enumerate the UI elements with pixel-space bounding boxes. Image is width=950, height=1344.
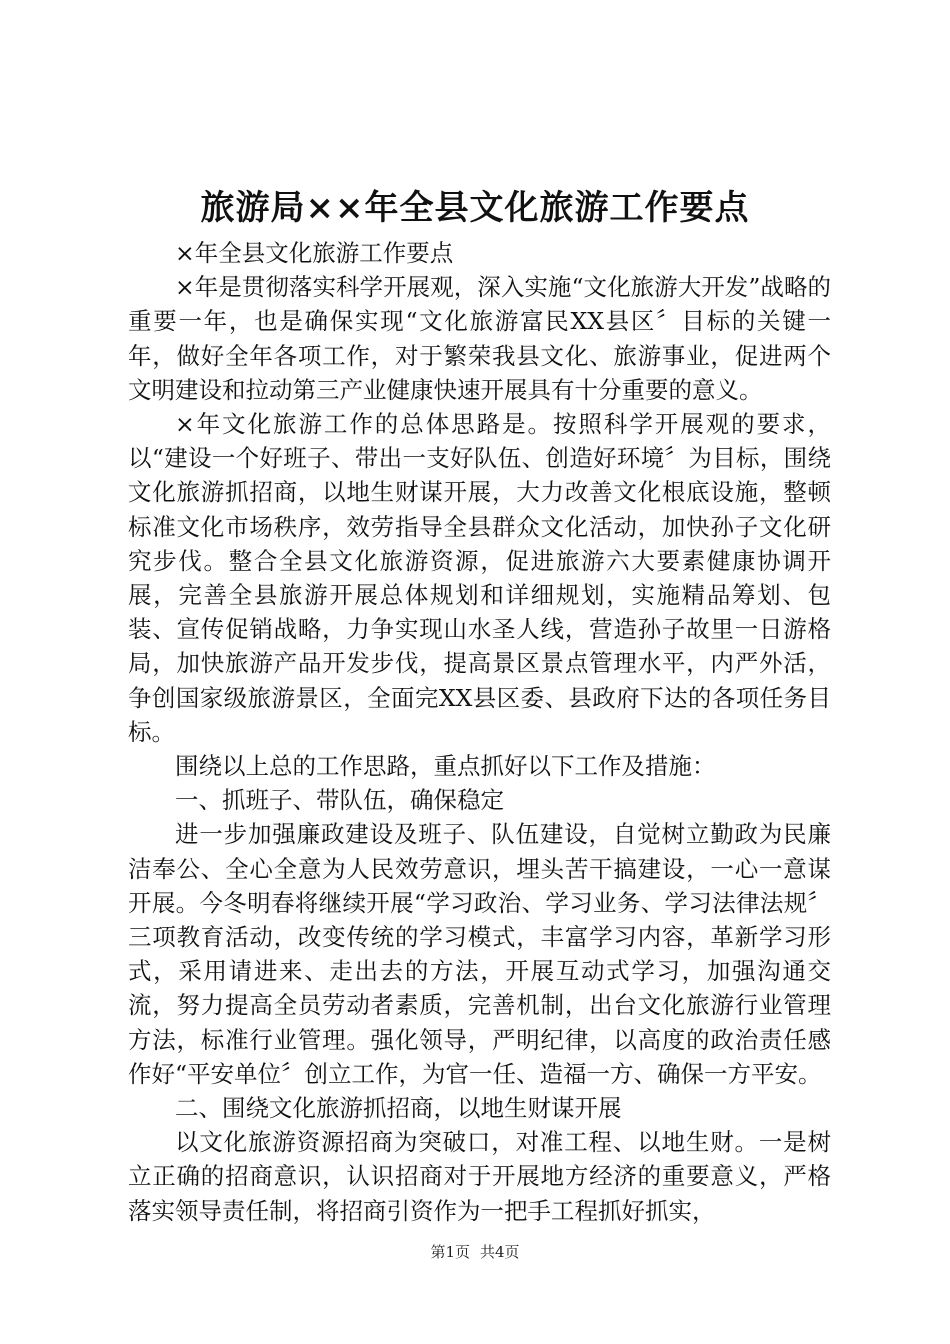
document-body <box>128 236 831 1228</box>
section-heading-1: 一、抓班子、带队伍，确保稳定 <box>175 786 504 815</box>
document-title: 旅游局××年全县文化旅游工作要点 <box>200 188 750 228</box>
page-total: 共4页 <box>480 1243 520 1261</box>
overall-approach-paragraph: ×年文化旅游工作的总体思路是。按照科学开展观的要求，以“建设一个好班子、带出一支好队伍、创造好环境〞为目标，围绕文化旅游抓招商，以地生财谋开展，大力改善文化根底设施，整顿标准文化市场秩序，效劳指导全县群众文化活动，加快孙子文化研究步伐。整合全县文化旅游资源，促进旅游六大要素健康协调开展，完善全县旅游开展总体规划和详细规划，实施精品筹划、包装、宣传促销战略，力争实现山水圣人线，营造孙子故里一日游格局，加快旅游产品开发步伐，提高景区景点管理水平，内严外活，争创国家级旅游景区，全面完XX县区委、县政府下达的各项任务目标。 <box>128 410 831 746</box>
measures-intro-paragraph: 围绕以上总的工作思路，重点抓好以下工作及措施： <box>175 752 716 781</box>
page-footer <box>0 1242 950 1262</box>
intro-paragraph: ×年是贯彻落实科学开展观，深入实施“文化旅游大开发”战略的重要一年，也是确保实现“文化旅游富民XX县区〞目标的关键一年，做好全年各项工作，对于繁荣我县文化、旅游事业，促进两个文明建设和拉动第三产业健康快速开展具有十分重要的意义。 <box>128 273 831 404</box>
section-1-paragraph: 进一步加强廉政建设及班子、队伍建设，自觉树立勤政为民廉洁奉公、全心全意为人民效劳意识，埋头苦干搞建设，一心一意谋开展。今冬明春将继续开展“学习政治、学习业务、学习法律法规〞三项教育活动，改变传统的学习模式，丰富学习内容，革新学习形式，采用请进来、走出去的方法，开展互动式学习，加强沟通交流，努力提高全员劳动者素质，完善机制，出台文化旅游行业管理方法，标准行业管理。强化领导，严明纪律，以高度的政治责任感作好“平安单位〞创立工作，为官一任、造福一方、确保一方平安。 <box>128 820 831 1088</box>
page-number: 第1页 <box>430 1243 470 1261</box>
subtitle-paragraph: ×年全县文化旅游工作要点 <box>175 239 454 267</box>
section-2-paragraph: 以文化旅游资源招商为突破口，对准工程、以地生财。一是树立正确的招商意识，认识招商对于开展地方经济的重要意义，严格落实领导责任制，将招商引资作为一把手工程抓好抓实， <box>128 1128 831 1225</box>
section-heading-2: 二、围绕文化旅游抓招商，以地生财谋开展 <box>175 1094 622 1123</box>
